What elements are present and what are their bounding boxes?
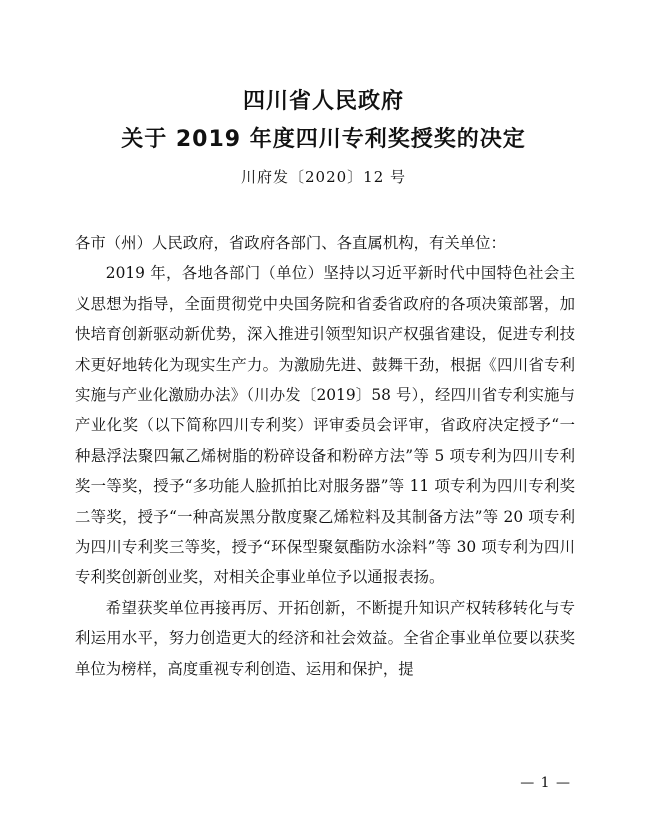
page-number: — 1 —: [520, 775, 571, 791]
document-number: 川府发〔2020〕12 号: [240, 168, 407, 186]
document-body: [75, 228, 575, 684]
salutation: 各市（州）人民政府，省政府各部门、各直属机构，有关单位：: [75, 234, 506, 252]
document-title-subject: 关于 2019 年度四川专利奖授奖的决定: [121, 127, 526, 152]
body-paragraph-1: 2019 年，各地各部门（单位）坚持以习近平新时代中国特色社会主义思想为指导，全面贯彻党中央国务院和省委省政府的各项决策部署，加快培育创新驱动新优势，深入推进引领型知识产权强省建设，促进专利技术更好地转化为现实生产力。为激励先进、鼓舞干劲，根据《四川省专利实施与产业化激励办法》（川办发〔2019〕58 号），经四川省专利实施与产业化奖（以下简称四川专利奖）评审委员会评审，省政府决定授予“一种悬浮法聚四氟乙烯树脂的粉碎设备和粉碎方法”等 5 项专利为四川专利奖一等奖，授予“多功能人脸抓拍比对服务器”等 11 项专利为四川专利奖二等奖，授予“一种高炭黑分散度聚乙烯粒料及其制备方法”等 20 项专利为四川专利奖三等奖，授予“环保型聚氨酯防水涂料”等 30 项专利为四川专利奖创新创业奖，对相关企事业单位予以通报表扬。: [75, 264, 575, 587]
body-paragraph-2: 希望获奖单位再接再厉、开拓创新，不断提升知识产权转移转化与专利运用水平，努力创造更大的经济和社会效益。全省企事业单位要以获奖单位为榜样，高度重视专利创造、运用和保护，提: [75, 598, 575, 678]
document-title-issuer: 四川省人民政府: [242, 89, 404, 114]
